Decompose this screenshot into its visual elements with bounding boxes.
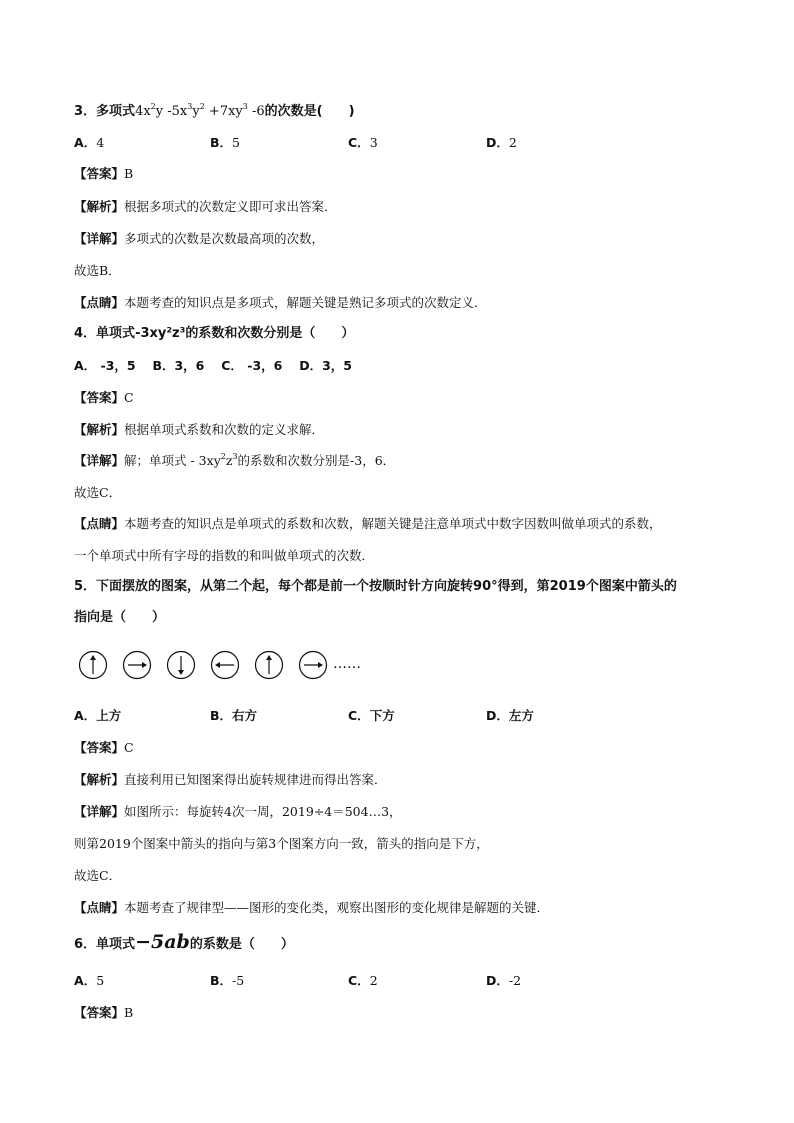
q5-number: 5． [74,579,97,594]
q5-title [74,578,677,596]
detail-text: z [225,453,233,468]
answer-value: C [124,740,134,755]
q3-title [74,103,355,121]
q6-option-c [348,972,378,990]
option-label: D． [486,135,509,150]
option-value: 5 [232,135,240,150]
q6-number: 6． [74,937,97,952]
ellipsis: …… [333,656,361,672]
q4-comment [74,515,662,533]
option-label: C． [348,973,370,988]
analysis-text: 根据单项式系数和次数的定义求解． [124,422,325,437]
q3-expr-sup: 3 [242,102,248,111]
option-label: B． [210,973,233,988]
comment-text: 本题考查的知识点是多项式，解题关键是熟记多项式的次数定义． [124,295,487,310]
analysis-text: 根据多项式的次数定义即可求出答案． [124,199,337,214]
option-value: 右方 [232,708,258,723]
option-label: D． [486,973,509,988]
option-value: 上方 [96,708,122,723]
q3-expr-part: y [192,104,200,119]
q6-option-a [74,972,104,990]
detail-text: 的系数和次数分别是-3，6． [237,453,396,468]
detail-tag: 【详解】 [74,231,125,246]
q4-analysis [74,421,324,439]
detail-sup: 2 [220,452,226,461]
q4-number: 4． [74,326,97,341]
q3-expr-part: 4x [135,104,151,119]
comment-text: 本题考查了规律型——图形的变化类，观察出图形的变化规律是解题的关键． [124,900,550,915]
answer-value: B [124,1005,134,1020]
q5-analysis [74,771,387,789]
q4-title [74,325,354,343]
q6-option-b [210,972,244,990]
q4-title-prefix: 单项式 [96,326,136,341]
q5-detail-cont: 则第2019个图案中箭头的指向与第3个图案方向一致，箭头的指向是下方， [74,836,489,851]
q3-comment [74,294,487,312]
detail-tag: 【详解】 [74,804,125,819]
answer-tag: 【答案】 [74,740,125,755]
q6-answer [74,1004,133,1022]
q5-choice: 故选C． [74,868,122,883]
option-value: -5 [232,973,245,988]
q6-title-suffix: 的系数是（ ） [189,937,294,952]
q4-expression: -3xy²z³ [135,326,186,341]
option-value: 5 [96,973,105,988]
q6-option-d [486,972,521,990]
detail-text: 解；单项式 - 3xy [124,453,221,468]
option-label: B． [210,135,233,150]
option-label: C． [348,135,370,150]
arrow-right-figure [298,650,328,680]
q3-expr-sup: 2 [199,102,205,111]
answer-tag: 【答案】 [74,390,125,405]
q3-option-b [210,134,240,152]
answer-value: B [124,166,134,181]
q3-expr-part: +7xy [204,104,243,119]
q5-title-text: 下面摆放的图案，从第二个起，每个都是前一个按顺时针方向旋转90°得到，第2019个图案中箭头的 [96,579,677,594]
comment-text: 本题考查的知识点是单项式的系数和次数，解题关键是注意单项式中数字因数叫做单项式的系数， [124,516,662,531]
q5-detail [74,803,402,821]
q3-expr-sup: 3 [187,102,193,111]
analysis-tag: 【解析】 [74,772,125,787]
q5-option-c [348,707,395,725]
q5-option-a [74,707,121,725]
q3-option-a [74,134,104,152]
answer-value: C [124,390,134,405]
option-value: 2 [508,135,517,150]
comment-tag: 【点睛】 [74,516,125,531]
option-value: 4 [96,135,105,150]
q4-detail [74,452,395,470]
analysis-tag: 【解析】 [74,199,125,214]
q5-option-b [210,707,257,725]
q3-title-prefix: 多项式 [96,104,136,119]
option-value: -2 [508,973,522,988]
arrow-left-figure [210,650,240,680]
arrow-right-figure [122,650,152,680]
option-value: 下方 [369,708,395,723]
q3-expr-sup: 2 [150,102,156,111]
arrow-up-figure [254,650,284,680]
q3-expr-part: -6 [247,104,265,119]
q4-options: A． -3，5 B．3，6 C． -3，6 D．3，5 [74,358,352,373]
arrow-up-figure [78,650,108,680]
option-label: D． [486,708,509,723]
q3-detail [74,230,324,248]
comment-tag: 【点睛】 [74,295,125,310]
q6-expression: −5ab [135,931,190,953]
q3-expr-part: y -5x [155,104,188,119]
comment-tag: 【点睛】 [74,900,125,915]
option-value: 3 [369,135,378,150]
q6-title [74,933,294,954]
option-label: A． [74,708,97,723]
q3-analysis [74,198,337,216]
q5-comment [74,899,549,917]
q5-arrow-figures [78,650,398,686]
q6-title-prefix: 单项式 [96,937,136,952]
option-value: 2 [369,973,378,988]
option-label: A． [74,973,97,988]
q3-title-suffix: 的次数是( ) [264,104,355,119]
detail-text: 如图所示：每旋转4次一周，2019÷4＝504…3， [124,804,402,819]
answer-tag: 【答案】 [74,1005,125,1020]
detail-tag: 【详解】 [74,453,125,468]
analysis-text: 直接利用已知图案得出旋转规律进而得出答案． [124,772,387,787]
q5-title-cont: 指向是（ ） [74,610,166,625]
option-label: B． [210,708,233,723]
option-value: 左方 [508,708,534,723]
option-label: A． [74,135,97,150]
q4-comment-cont: 一个单项式中所有字母的指数的和叫做单项式的次数． [74,548,375,563]
answer-tag: 【答案】 [74,166,125,181]
arrow-down-figure [166,650,196,680]
q3-number: 3． [74,104,97,119]
q3-expression [135,104,265,119]
analysis-tag: 【解析】 [74,422,125,437]
detail-text: 多项式的次数是次数最高项的次数， [124,231,325,246]
option-label: C． [348,708,370,723]
q5-answer [74,739,134,757]
q4-choice: 故选C． [74,485,122,500]
q4-answer [74,389,134,407]
detail-sup: 3 [232,452,238,461]
q5-option-d [486,707,534,725]
q3-choice: 故选B． [74,263,121,278]
q3-answer [74,165,133,183]
q3-option-d [486,134,517,152]
q3-option-c [348,134,378,152]
q4-title-suffix: 的系数和次数分别是（ ） [185,326,355,341]
